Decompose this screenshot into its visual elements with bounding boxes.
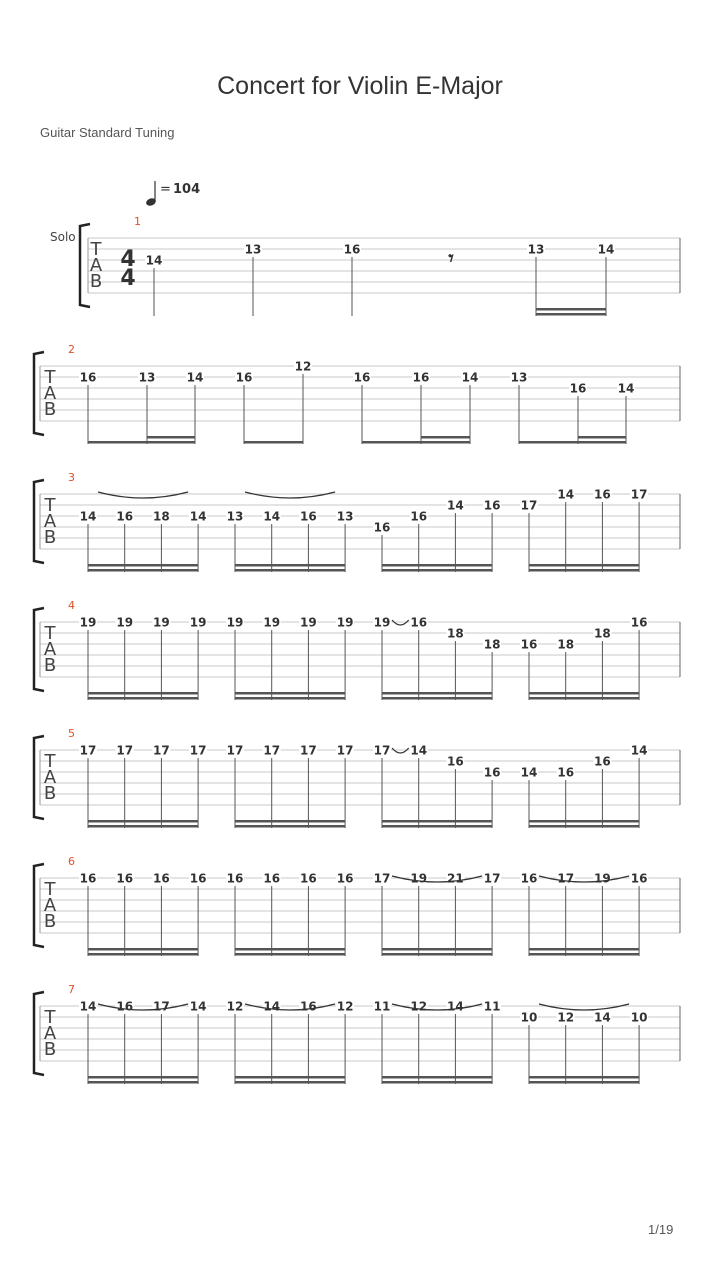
fret-number: 10 <box>520 1010 538 1025</box>
fret-number: 16 <box>300 509 317 524</box>
tab-letter-b: B <box>43 527 57 548</box>
fret-number: 19 <box>300 615 317 630</box>
slur <box>98 492 188 498</box>
fret-number: 16 <box>410 615 428 630</box>
beam <box>88 953 198 956</box>
system-bracket <box>34 480 44 563</box>
tab-letter-b: B <box>43 399 57 420</box>
fret-number: 14 <box>186 370 204 385</box>
measure-number: 1 <box>134 215 141 228</box>
fret-number: 14 <box>145 253 163 268</box>
beam-secondary <box>382 1076 492 1079</box>
beam <box>88 569 198 572</box>
beam <box>382 825 492 828</box>
fret-number: 14 <box>447 999 464 1014</box>
tab-letter-b: B <box>43 655 57 676</box>
eighth-rest-icon: 𝄾 <box>448 246 454 270</box>
tab-letter-a: A <box>89 255 103 276</box>
fret-number: 17 <box>630 487 648 502</box>
fret-number: 19 <box>336 615 354 630</box>
fret-number: 19 <box>263 615 281 630</box>
fret-number: 14 <box>630 743 648 758</box>
fret-number: 16 <box>189 871 207 886</box>
tab-letter-a: A <box>43 511 57 532</box>
tab-letter-b: B <box>43 783 57 804</box>
page-number: 1/19 <box>648 1222 674 1237</box>
beam-secondary <box>88 564 198 567</box>
fret-number: 16 <box>226 871 244 886</box>
fret-number: 14 <box>263 509 281 524</box>
fret-number: 12 <box>294 359 312 374</box>
fret-number: 19 <box>410 871 428 886</box>
beam <box>529 825 639 828</box>
fret-number: 17 <box>373 871 391 886</box>
fret-number: 14 <box>594 1010 611 1025</box>
fret-number: 16 <box>483 498 501 513</box>
fret-number: 12 <box>336 999 354 1014</box>
beam-secondary <box>578 436 626 439</box>
beam <box>88 697 198 700</box>
fret-number: 16 <box>79 370 97 385</box>
fret-number: 12 <box>226 999 244 1014</box>
beam-secondary <box>235 948 345 951</box>
beam-secondary <box>235 692 345 695</box>
fret-number: 16 <box>353 370 371 385</box>
fret-number: 21 <box>447 871 464 886</box>
fret-number: 17 <box>116 743 134 758</box>
measure-number: 5 <box>68 727 75 740</box>
fret-number: 18 <box>447 626 464 641</box>
beam <box>529 569 639 572</box>
beam <box>382 697 492 700</box>
beam-secondary <box>235 820 345 823</box>
fret-number: 18 <box>557 637 575 652</box>
beam-secondary <box>421 436 470 439</box>
fret-number: 16 <box>569 381 587 396</box>
fret-number: 16 <box>412 370 430 385</box>
fret-number: 16 <box>594 754 611 769</box>
fret-number: 14 <box>410 743 428 758</box>
fret-number: 16 <box>594 487 611 502</box>
tab-letter-t: T <box>44 495 56 516</box>
track-label: Solo <box>50 230 76 244</box>
fret-number: 19 <box>79 615 97 630</box>
fret-number: 17 <box>373 743 391 758</box>
system-bracket <box>34 992 44 1075</box>
fret-number: 16 <box>557 765 575 780</box>
measure-number: 7 <box>68 983 75 996</box>
fret-number: 12 <box>410 999 428 1014</box>
beam <box>244 441 303 444</box>
fret-number: 16 <box>630 615 648 630</box>
beam <box>235 953 345 956</box>
tab-letter-a: A <box>43 383 57 404</box>
fret-number: 17 <box>483 871 501 886</box>
time-signature-bottom: 4 <box>120 266 136 291</box>
fret-number: 19 <box>373 615 391 630</box>
fret-number: 11 <box>373 999 391 1014</box>
beam-secondary <box>529 564 639 567</box>
fret-number: 14 <box>617 381 635 396</box>
beam <box>529 1081 639 1084</box>
beam-secondary <box>529 820 639 823</box>
fret-number: 14 <box>461 370 479 385</box>
system-bracket <box>34 736 44 819</box>
time-signature-top: 4 <box>120 247 136 272</box>
fret-number: 14 <box>79 999 97 1014</box>
fret-number: 10 <box>630 1010 648 1025</box>
tab-letter-b: B <box>43 911 57 932</box>
tab-letter-t: T <box>90 239 102 260</box>
fret-number: 13 <box>510 370 528 385</box>
fret-number: 16 <box>373 520 391 535</box>
slur <box>392 876 482 882</box>
beam <box>382 569 492 572</box>
fret-number: 17 <box>153 999 170 1014</box>
beam <box>235 825 345 828</box>
system-bracket <box>34 608 44 691</box>
beam-secondary <box>529 692 639 695</box>
fret-number: 16 <box>153 871 170 886</box>
fret-number: 16 <box>630 871 648 886</box>
fret-number: 16 <box>116 999 134 1014</box>
fret-number: 16 <box>520 637 538 652</box>
beam-secondary <box>382 692 492 695</box>
fret-number: 17 <box>189 743 207 758</box>
tab-letter-a: A <box>43 1023 57 1044</box>
beam <box>88 441 195 444</box>
tab-letter-t: T <box>44 367 56 388</box>
fret-number: 16 <box>447 754 464 769</box>
slur <box>98 1004 188 1010</box>
fret-number: 14 <box>597 242 615 257</box>
fret-number: 13 <box>527 242 545 257</box>
beam-secondary <box>536 308 606 311</box>
slur <box>539 1004 629 1010</box>
fret-number: 14 <box>520 765 538 780</box>
beam-secondary <box>382 564 492 567</box>
beam <box>382 953 492 956</box>
slur <box>539 876 629 882</box>
beam-secondary <box>88 820 198 823</box>
song-title: Concert for Violin E-Major <box>217 72 503 100</box>
beam <box>235 1081 345 1084</box>
beam <box>529 953 639 956</box>
fret-number: 14 <box>263 999 281 1014</box>
beam <box>235 697 345 700</box>
measure-number: 3 <box>68 471 75 484</box>
beam <box>88 825 198 828</box>
slur <box>245 492 335 498</box>
fret-number: 16 <box>300 871 317 886</box>
fret-number: 16 <box>300 999 317 1014</box>
beam <box>536 313 606 316</box>
fret-number: 16 <box>483 765 501 780</box>
measure-number: 2 <box>68 343 75 356</box>
beam <box>382 1081 492 1084</box>
tab-letter-b: B <box>89 271 103 292</box>
fret-number: 14 <box>189 999 207 1014</box>
fret-number: 18 <box>483 637 501 652</box>
tab-letter-a: A <box>43 895 57 916</box>
fret-number: 17 <box>300 743 317 758</box>
fret-number: 14 <box>79 509 97 524</box>
fret-number: 17 <box>520 498 538 513</box>
beam-secondary <box>529 1076 639 1079</box>
fret-number: 17 <box>79 743 97 758</box>
beam <box>235 569 345 572</box>
slur <box>245 1004 335 1010</box>
fret-number: 16 <box>520 871 538 886</box>
fret-number: 17 <box>153 743 170 758</box>
fret-number: 19 <box>153 615 170 630</box>
tab-letter-a: A <box>43 767 57 788</box>
measure-number: 6 <box>68 855 75 868</box>
system-bracket <box>34 352 44 435</box>
fret-number: 17 <box>336 743 354 758</box>
tempo-equals: = <box>160 182 171 197</box>
tab-letter-t: T <box>44 1007 56 1028</box>
fret-number: 12 <box>557 1010 575 1025</box>
beam-secondary <box>529 948 639 951</box>
beam-secondary <box>235 1076 345 1079</box>
beam-secondary <box>235 564 345 567</box>
fret-number: 16 <box>336 871 354 886</box>
fret-number: 13 <box>138 370 156 385</box>
fret-number: 17 <box>226 743 244 758</box>
beam-secondary <box>382 948 492 951</box>
beam <box>88 1081 198 1084</box>
tab-letter-b: B <box>43 1039 57 1060</box>
fret-number: 18 <box>153 509 170 524</box>
tab-letter-t: T <box>44 751 56 772</box>
tab-letter-a: A <box>43 639 57 660</box>
beam-secondary <box>147 436 195 439</box>
system-bracket <box>34 864 44 947</box>
fret-number: 16 <box>410 509 428 524</box>
fret-number: 19 <box>594 871 611 886</box>
fret-number: 16 <box>116 509 134 524</box>
fret-number: 13 <box>336 509 354 524</box>
fret-number: 16 <box>343 242 361 257</box>
fret-number: 14 <box>557 487 575 502</box>
fret-number: 16 <box>263 871 281 886</box>
fret-number: 19 <box>189 615 207 630</box>
beam <box>529 697 639 700</box>
beam <box>519 441 626 444</box>
beam-secondary <box>88 1076 198 1079</box>
fret-number: 13 <box>244 242 262 257</box>
fret-number: 16 <box>79 871 97 886</box>
fret-number: 19 <box>226 615 244 630</box>
beam-secondary <box>88 692 198 695</box>
tab-letter-t: T <box>44 623 56 644</box>
fret-number: 17 <box>557 871 575 886</box>
fret-number: 17 <box>263 743 281 758</box>
fret-number: 16 <box>116 871 134 886</box>
beam <box>362 441 470 444</box>
tempo-bpm: 104 <box>173 182 201 197</box>
beam-secondary <box>382 820 492 823</box>
fret-number: 11 <box>483 999 501 1014</box>
fret-number: 19 <box>116 615 134 630</box>
fret-number: 16 <box>235 370 253 385</box>
fret-number: 14 <box>189 509 207 524</box>
fret-number: 18 <box>594 626 611 641</box>
tab-letter-t: T <box>44 879 56 900</box>
fret-number: 13 <box>226 509 244 524</box>
measure-number: 4 <box>68 599 75 612</box>
fret-number: 14 <box>447 498 464 513</box>
slur <box>392 1004 482 1010</box>
tuning-label: Guitar Standard Tuning <box>40 125 175 140</box>
beam-secondary <box>88 948 198 951</box>
